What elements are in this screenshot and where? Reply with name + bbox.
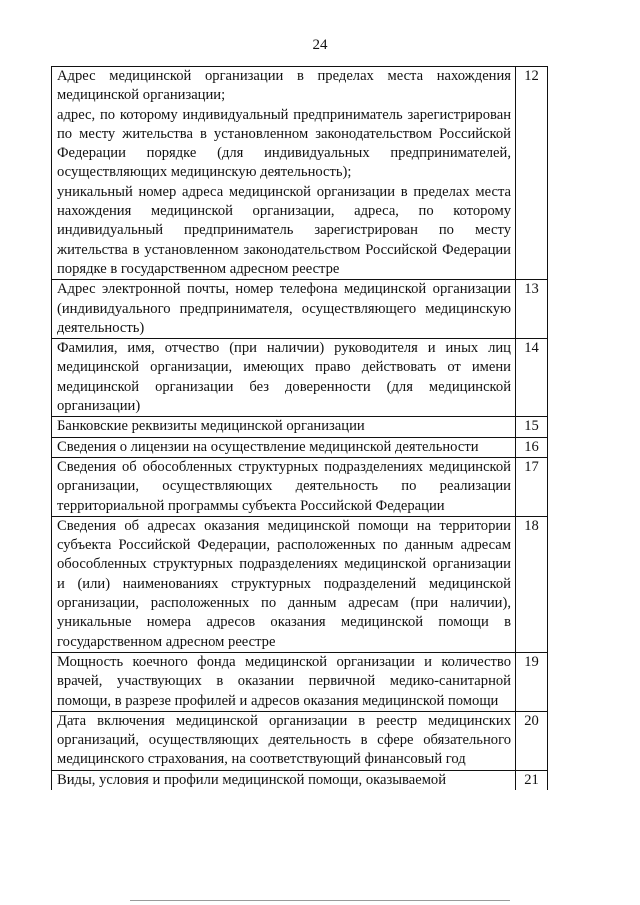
table-row xyxy=(52,417,548,437)
table-row xyxy=(52,437,548,457)
row-description xyxy=(52,67,516,280)
scan-edge-line xyxy=(130,900,510,901)
row-description xyxy=(52,516,516,652)
row-paragraph: Сведения об обособленных структурных подразделениях медицинской организации, осуществляющих деятельность по реализации территориальной программы субъекта Российской Федерации xyxy=(57,458,511,514)
row-number: 14 xyxy=(516,339,548,417)
data-table xyxy=(51,66,548,790)
row-number: 21 xyxy=(516,770,548,790)
row-paragraph: уникальный номер адреса медицинской организации в пределах места нахождения медицинской организации, адреса, по которому индивидуальный предприниматель зарегистрирован по месту жительства в установленном законодательством Российской Федерации порядке в государственном адресном реестре xyxy=(57,183,511,277)
row-paragraph: Мощность коечного фонда медицинской организации и количество врачей, участвующих в оказании первичной медико-санитарной помощи, в разрезе профилей и адресов оказания медицинской помощи xyxy=(57,653,511,709)
row-number: 17 xyxy=(516,457,548,516)
row-paragraph: Адрес электронной почты, номер телефона медицинской организации (индивидуального предпринимателя, осуществляющего медицинскую деятельность) xyxy=(57,281,511,336)
row-number: 12 xyxy=(516,67,548,280)
row-paragraph: Адрес медицинской организации в пределах места нахождения медицинской организации; xyxy=(57,68,511,104)
table-row xyxy=(52,457,548,516)
table-row xyxy=(52,652,548,711)
row-number: 18 xyxy=(516,516,548,652)
row-description xyxy=(52,437,516,457)
page-number: 24 xyxy=(312,37,328,53)
row-paragraph: Сведения об адресах оказания медицинской помощи на территории субъекта Российской Федерации, расположенных по данным адресам обособленных структурных подразделениях медицинской организации и (или) наименованиях структурных подразделений медицинской организации, расположенных по данным адресам (при наличии), уникальные номера адресов оказания медицинской помощи в государственном адресном реестре xyxy=(57,517,511,650)
table-row xyxy=(52,280,548,339)
table-row xyxy=(52,67,548,280)
row-paragraph: Фамилия, имя, отчество (при наличии) руководителя и иных лиц медицинской организации, имеющих право действовать от имени медицинской организации без доверенности (для медицинской организации) xyxy=(57,340,511,415)
row-number: 16 xyxy=(516,437,548,457)
row-description xyxy=(52,417,516,437)
row-number: 13 xyxy=(516,280,548,339)
row-description xyxy=(52,770,516,790)
row-number: 20 xyxy=(516,711,548,770)
row-paragraph: адрес, по которому индивидуальный предприниматель зарегистрирован по месту жительства в установленном законодательством Российской Федерации порядке (для индивидуальных предпринимателей, осуществляющих медицинскую деятельность); xyxy=(57,106,511,181)
row-paragraph: Виды, условия и профили медицинской помощи, оказываемой xyxy=(57,771,447,788)
row-description xyxy=(52,711,516,770)
row-description xyxy=(52,457,516,516)
table-row xyxy=(52,339,548,417)
row-description xyxy=(52,652,516,711)
table-row xyxy=(52,770,548,790)
row-paragraph: Сведения о лицензии на осуществление медицинской деятельности xyxy=(57,438,479,455)
row-number: 15 xyxy=(516,417,548,437)
row-paragraph: Дата включения медицинской организации в реестр медицинских организаций, осуществляющих деятельность в сфере обязательного медицинского страхования, на соответствующий финансовый год xyxy=(57,712,511,768)
row-description xyxy=(52,280,516,339)
row-number: 19 xyxy=(516,652,548,711)
row-description xyxy=(52,339,516,417)
row-paragraph: Банковские реквизиты медицинской организации xyxy=(57,418,365,435)
table-row xyxy=(52,516,548,652)
table-row xyxy=(52,711,548,770)
